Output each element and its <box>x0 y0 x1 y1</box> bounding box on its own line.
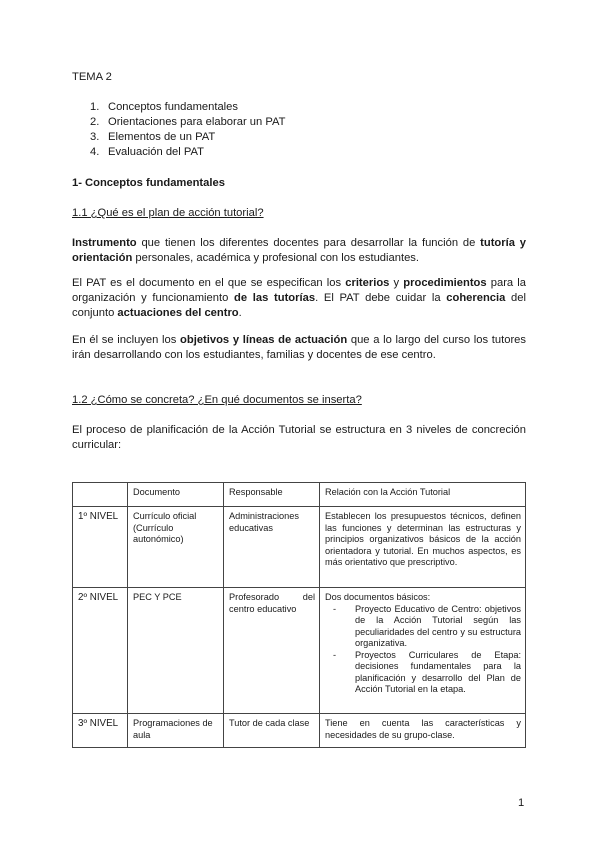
text: del conjunto <box>72 292 526 319</box>
table-header-cell: Responsable <box>224 483 320 507</box>
text: El PAT es el documento en el que se especifican los <box>72 277 346 289</box>
bold-text: actuaciones del centro <box>117 307 239 319</box>
subsection-heading <box>72 393 362 408</box>
subsection-heading <box>72 206 264 221</box>
table-row <box>73 588 526 714</box>
toc-label: Orientaciones para elaborar un PAT <box>108 116 286 128</box>
table-header-cell <box>73 483 128 507</box>
table-row <box>73 507 526 588</box>
toc-number: 1. <box>90 101 100 113</box>
responsable-cell: Administraciones educativas <box>224 507 320 588</box>
section-heading: 1- Conceptos fundamentales <box>72 177 225 189</box>
bold-text: coherencia <box>446 292 506 304</box>
paragraph-process: El proceso de planificación de la Acción Tutorial se estructura en 3 niveles de concreción curricular: <box>72 424 526 451</box>
toc-number: 2. <box>90 116 100 128</box>
toc-number: 3. <box>90 131 100 143</box>
relacion-list-item: - Proyecto Educativo de Centro: objetivos de la Acción Tutorial según las peculiaridades del centro y su estructura organizativa. <box>355 604 521 650</box>
documento-cell: PEC Y PCE <box>128 588 224 714</box>
toc-item <box>90 115 285 130</box>
toc-label: Evaluación del PAT <box>108 146 204 158</box>
table-row <box>73 714 526 748</box>
toc-number: 4. <box>90 146 100 158</box>
bold-text: objetivos y líneas de actuación <box>180 334 348 346</box>
documento-cell: Programaciones de aula <box>128 714 224 748</box>
paragraph-objectives <box>72 333 526 363</box>
relacion-intro: Dos documentos básicos: <box>325 592 431 602</box>
documento-cell: Currículo oficial (Currículo autonómico) <box>128 507 224 588</box>
level-cell: 1º NIVEL <box>73 507 128 588</box>
text: para la organización y funcionamiento <box>72 277 527 304</box>
page-number: 1 <box>518 797 525 809</box>
bold-text: Instrumento <box>72 237 137 249</box>
relacion-cell: Establecen los presupuestos técnicos, definen las funciones y determinan las estructuras y principios organizativos básicos de la acción orientadora y tutorial. En muchos aspectos, es más orientativo que prescriptivo. <box>320 507 526 588</box>
bold-text: tutoría y orientación <box>72 237 526 264</box>
text: . <box>238 307 242 319</box>
relacion-list <box>325 604 521 696</box>
text: que a lo largo del curso los tutores irán desarrollando con los estudiantes, familias y docentes de ese centro. <box>72 334 526 361</box>
table-of-contents <box>90 100 285 160</box>
toc-item <box>90 130 285 145</box>
relacion-list-item: - Proyectos Curriculares de Etapa: decisiones fundamentales para la planificación y desarrollo del Plan de Acción Tutorial en la etapa. <box>355 650 521 696</box>
bold-text: procedimientos <box>403 277 487 289</box>
text: personales, académica y profesional con los estudiantes. <box>132 252 419 264</box>
subsection-heading-text: 1.2 ¿Cómo se concreta? ¿En qué documentos se inserta? <box>72 394 362 406</box>
table-header-cell: Documento <box>128 483 224 507</box>
toc-item <box>90 100 285 115</box>
level-cell: 2º NIVEL <box>73 588 128 714</box>
toc-label: Conceptos fundamentales <box>108 101 238 113</box>
text: y <box>389 277 404 289</box>
table-header-cell: Relación con la Acción Tutorial <box>320 483 526 507</box>
toc-label: Elementos de un PAT <box>108 131 216 143</box>
paragraph-definition <box>72 236 526 266</box>
levels-table <box>72 482 526 748</box>
responsable-cell: Profesorado del centro educativo <box>224 588 320 714</box>
document-title: TEMA 2 <box>72 71 112 83</box>
table-header-row <box>73 483 526 507</box>
subsection-heading-text: 1.1 ¿Qué es el plan de acción tutorial? <box>72 207 264 219</box>
relacion-cell: Tiene en cuenta las características y necesidades de su grupo-clase. <box>320 714 526 748</box>
responsable-cell: Tutor de cada clase <box>224 714 320 748</box>
paragraph-pat-document <box>72 276 526 321</box>
bold-text: criterios <box>345 277 390 289</box>
text: que tienen los diferentes docentes para desarrollar la función de <box>136 237 481 249</box>
text: . El PAT debe cuidar la <box>315 292 447 304</box>
bold-text: de las tutorías <box>234 292 316 304</box>
toc-item <box>90 145 285 160</box>
relacion-cell <box>320 588 526 714</box>
level-cell: 3º NIVEL <box>73 714 128 748</box>
text: En él se incluyen los <box>72 334 181 346</box>
